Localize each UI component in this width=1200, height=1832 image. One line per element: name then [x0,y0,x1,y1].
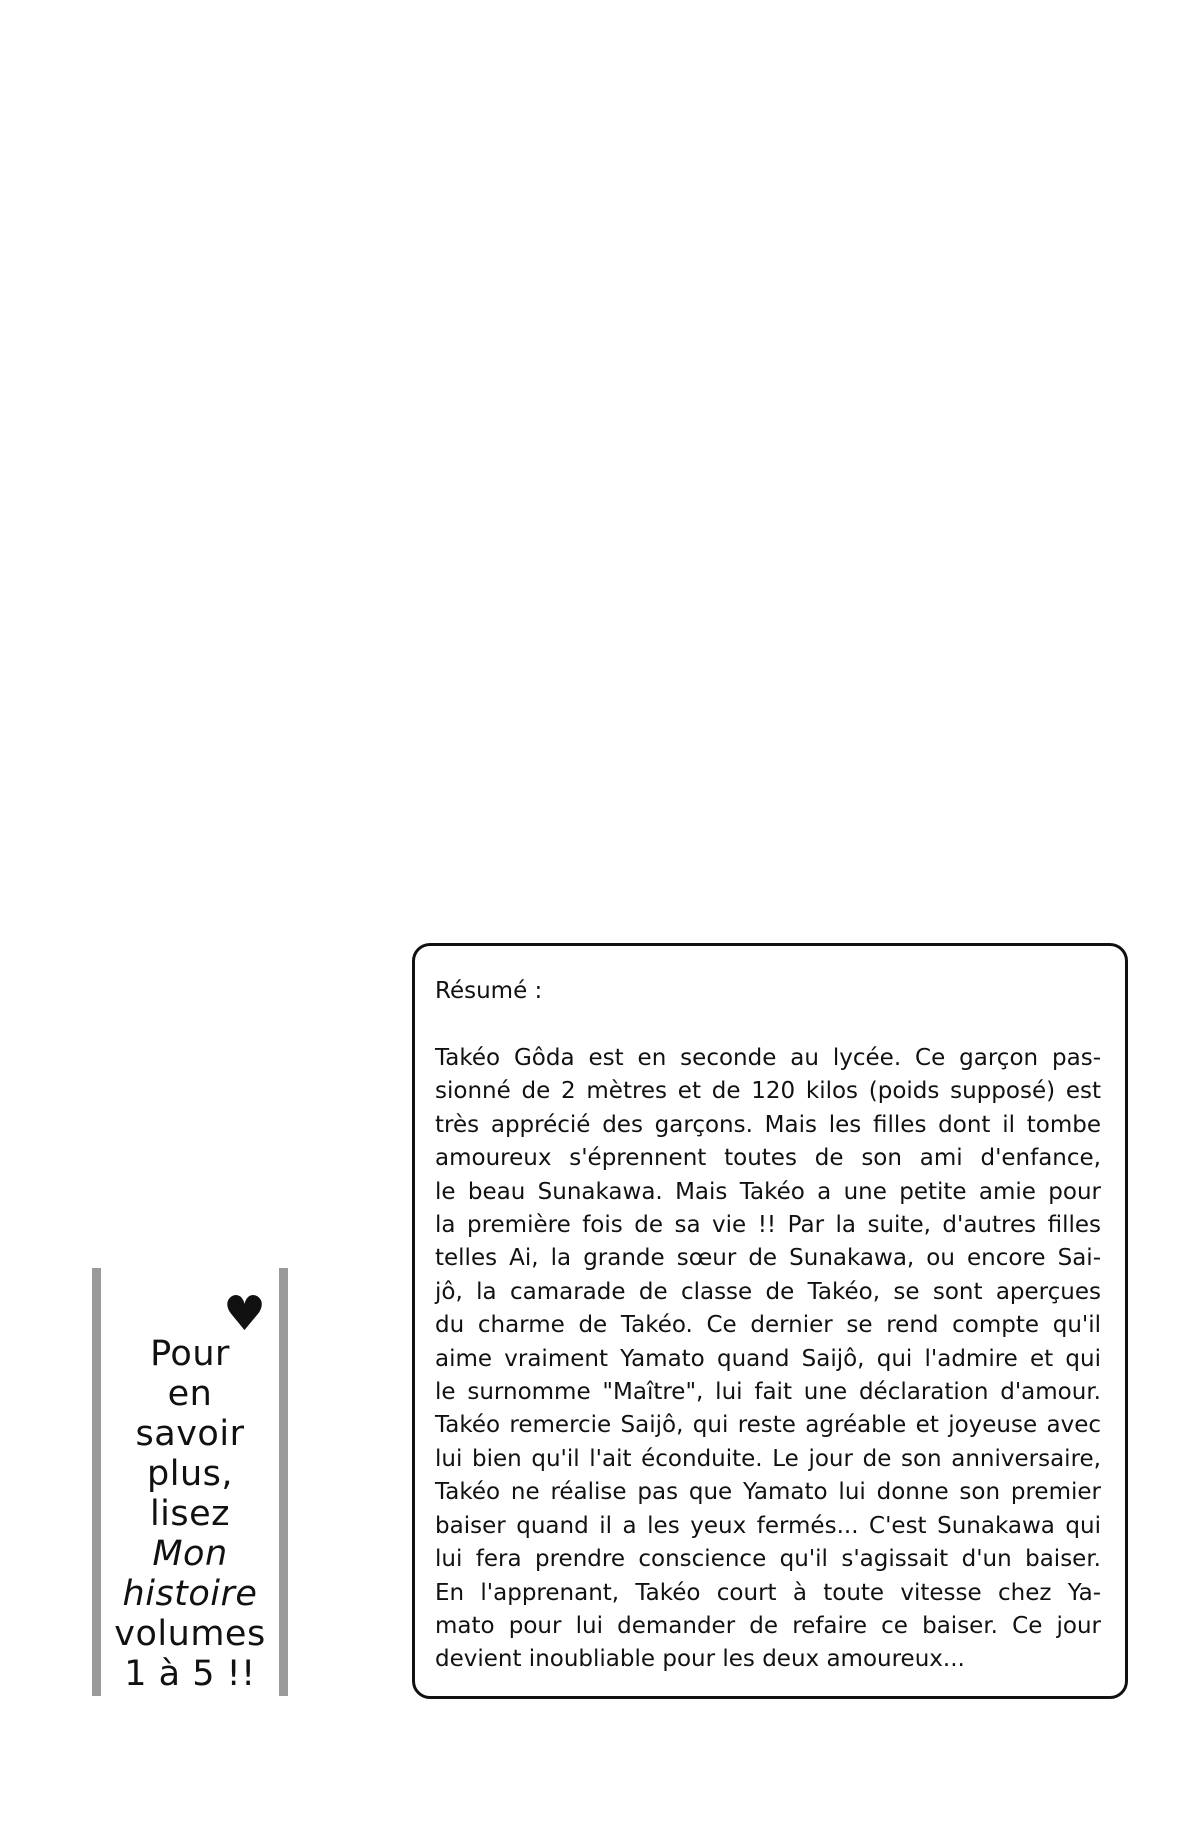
summary-line: Takéo ne réalise pas que Yamato lui donne son premier [435,1479,1101,1506]
summary-line: lui bien qu'il l'ait éconduite. Le jour de son anniversaire, [435,1445,1101,1472]
summary-line: mato pour lui demander de refaire ce baiser. Ce jour [435,1612,1101,1639]
read-more-line: savoir [135,1414,245,1454]
heart-icon: ♥ [222,1286,266,1342]
read-more-line: Pour [150,1334,230,1374]
series-title: histoire [122,1574,258,1614]
read-more-note [106,1334,274,1694]
summary-line: amoureux s'éprennent toutes de son ami d'enfance, [435,1145,1101,1172]
summary-line: le surnomme "Maître", lui fait une déclaration d'amour. [435,1379,1101,1406]
read-more-line: 1 à 5 !! [124,1654,256,1694]
read-more-line: en [167,1374,213,1414]
summary-title: Résumé : [435,978,543,1004]
summary-text [435,1042,1101,1677]
summary-line: Takéo Gôda est en seconde au lycée. Ce garçon pas- [435,1045,1101,1071]
read-more-line: plus, [147,1454,233,1494]
summary-line: lui fera prendre conscience qu'il s'agissait d'un baiser. [435,1546,1101,1573]
summary-line: telles Ai, la grande sœur de Sunakawa, ou encore Sai- [435,1245,1101,1272]
side-panel-right-border [279,1268,288,1696]
summary-line: le beau Sunakawa. Mais Takéo a une petite amie pour [435,1178,1101,1205]
summary-line: très apprécié des garçons. Mais les filles dont il tombe [435,1111,1101,1138]
summary-line: sionné de 2 mètres et de 120 kilos (poids supposé) est [435,1078,1101,1105]
series-title: Mon [152,1534,228,1574]
read-more-line: lisez [149,1494,231,1534]
summary-line: baiser quand il a les yeux fermés... C'est Sunakawa qui [435,1512,1101,1539]
summary-line: du charme de Takéo. Ce dernier se rend compte qu'il [435,1312,1101,1339]
summary-line: aime vraiment Yamato quand Saijô, qui l'admire et qui [435,1345,1101,1372]
summary-line: Takéo remercie Saijô, qui reste agréable et joyeuse avec [435,1412,1101,1439]
summary-line: devient inoubliable pour les deux amoureux... [435,1646,965,1673]
side-panel-left-border [92,1268,101,1696]
summary-line: jô, la camarade de classe de Takéo, se sont aperçues [435,1278,1101,1305]
summary-line: En l'apprenant, Takéo court à toute vitesse chez Ya- [435,1579,1101,1606]
summary-line: la première fois de sa vie !! Par la suite, d'autres filles [435,1212,1101,1239]
read-more-line: volumes [114,1614,266,1654]
summary-box [412,943,1128,1699]
recap-side-panel [92,1268,288,1696]
